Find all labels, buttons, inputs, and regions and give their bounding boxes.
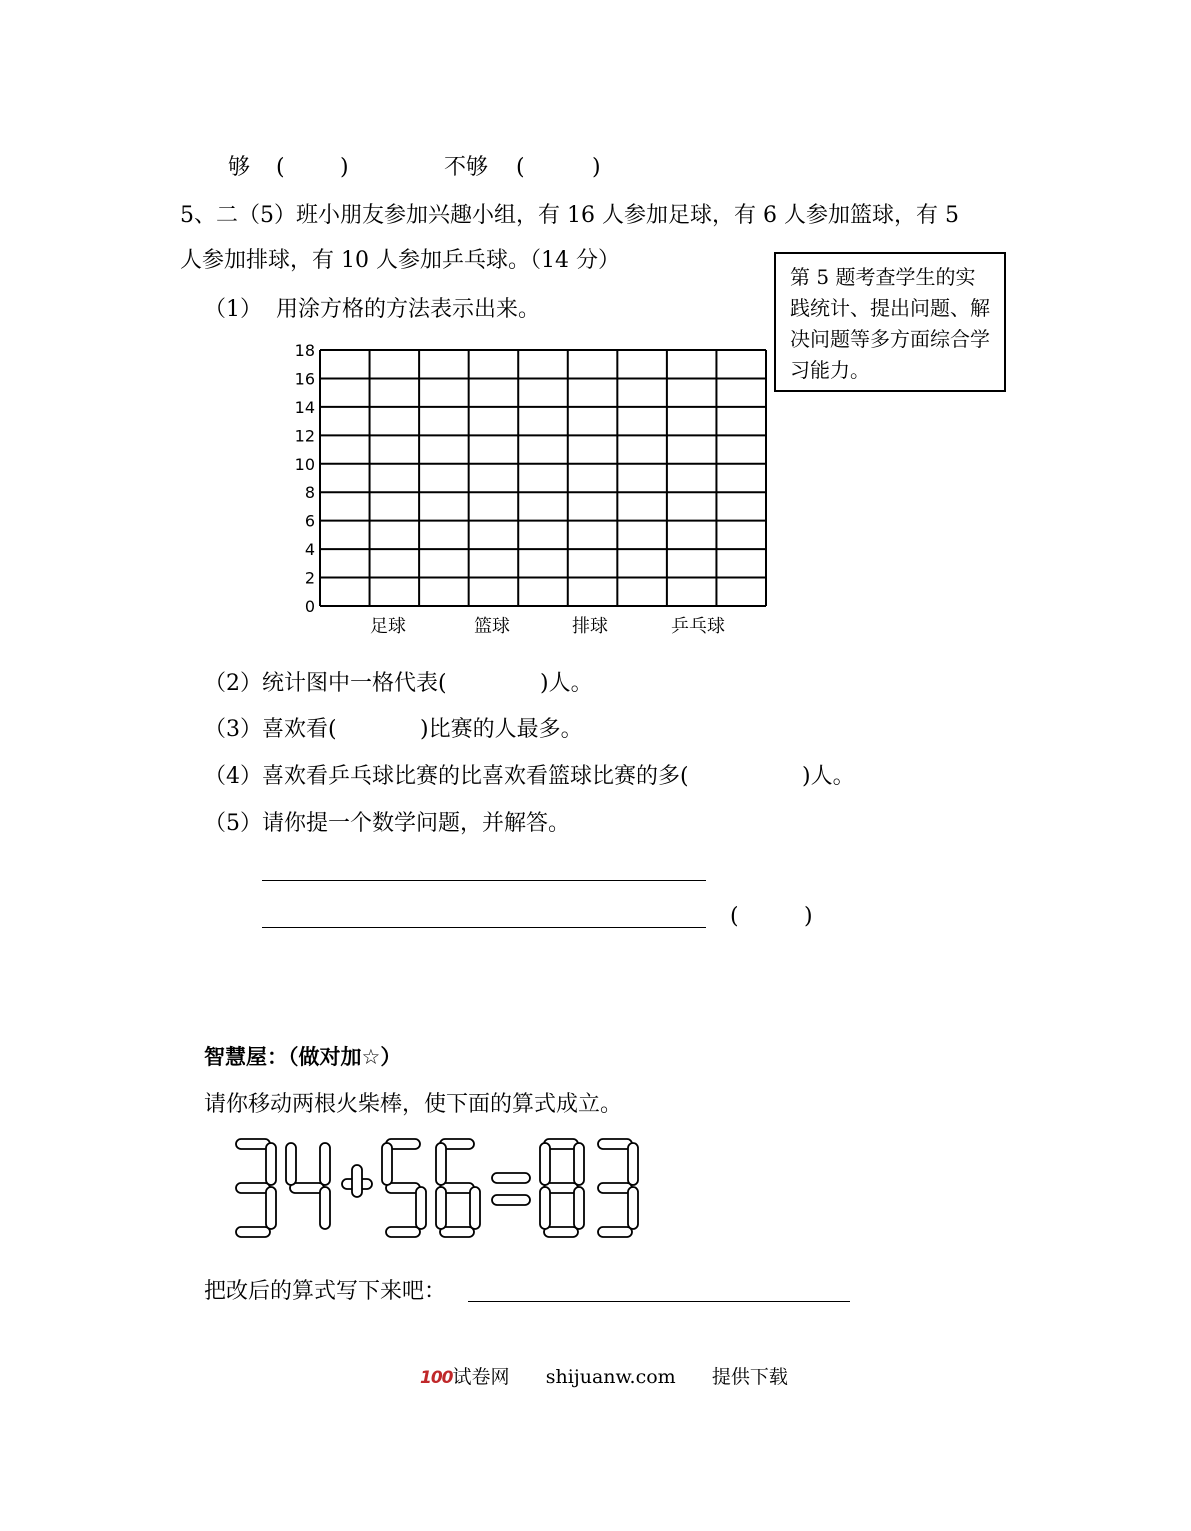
- footer-suffix: 提供下载: [711, 1366, 788, 1388]
- matchstick: [628, 1143, 638, 1185]
- matchstick: [286, 1143, 296, 1185]
- enough-paren-open: (: [276, 155, 285, 180]
- matchstick: [540, 1187, 550, 1229]
- grid-lines: [320, 350, 766, 606]
- matchstick: [628, 1187, 638, 1229]
- y-tick-label: 10: [294, 454, 315, 474]
- q5-stem-line2: 人参加排球，有 10 人参加乒乓球。（14 分）: [180, 248, 620, 273]
- y-tick-label: 6: [304, 511, 315, 531]
- y-tick-label: 12: [294, 426, 315, 446]
- matchstick: [492, 1195, 530, 1205]
- matchstick: [386, 1183, 420, 1193]
- matchstick: [598, 1139, 632, 1149]
- matchstick: [574, 1187, 584, 1229]
- site-domain: shijuanw.com: [545, 1366, 676, 1388]
- solution-answer-line[interactable]: [262, 927, 706, 928]
- matchstick: [320, 1143, 330, 1185]
- enough-label: 够: [228, 155, 251, 180]
- footer: [420, 1364, 788, 1391]
- matchstick: [598, 1183, 632, 1193]
- y-tick-label: 2: [304, 568, 315, 588]
- q5-sub1: （1） 用涂方格的方法表示出来。: [204, 297, 540, 322]
- rewrite-answer-line[interactable]: [468, 1301, 850, 1302]
- x-category-label: 排球: [572, 616, 608, 637]
- teacher-note-box: [774, 252, 1006, 392]
- y-tick-label: 4: [304, 540, 315, 560]
- q5-sub2-prefix: （2）统计图中一格代表(: [204, 671, 447, 696]
- matchstick: [440, 1227, 474, 1237]
- not-enough-label: 不够: [444, 155, 489, 180]
- teacher-note-text: 第 5 题考查学生的实践统计、提出问题、解决问题等多方面综合学习能力。: [790, 265, 990, 382]
- enough-paren-close: ): [340, 155, 349, 180]
- matchstick: [540, 1143, 550, 1185]
- bonus-title: 智慧屋：（做对加☆）: [204, 1045, 402, 1069]
- question-answer-line[interactable]: [262, 880, 706, 881]
- q5-sub4-suffix: )人。: [802, 764, 855, 789]
- q5-sub2-suffix: )人。: [540, 671, 593, 696]
- matchstick: [236, 1227, 270, 1237]
- q5-sub4-prefix: （4）喜欢看乒乓球比赛的比喜欢看篮球比赛的多(: [204, 764, 689, 789]
- matchstick: [416, 1187, 426, 1229]
- matchstick: [598, 1227, 632, 1237]
- matchstick: [236, 1139, 270, 1149]
- x-category-label: 足球: [370, 616, 406, 637]
- q5-sub3-suffix: )比赛的人最多。: [420, 717, 583, 742]
- matchstick: [544, 1227, 578, 1237]
- matchstick: [436, 1187, 446, 1229]
- matchstick: [290, 1183, 324, 1193]
- matchstick: [236, 1183, 270, 1193]
- matchstick: [382, 1143, 392, 1185]
- q5-sub3-prefix: （3）喜欢看(: [204, 717, 337, 742]
- rewrite-label: 把改后的算式写下来吧：: [204, 1279, 447, 1304]
- not-enough-paren-open: (: [516, 155, 525, 180]
- matchstick: [470, 1187, 480, 1229]
- bonus-instruction: 请你移动两根火柴棒，使下面的算式成立。: [204, 1092, 623, 1117]
- y-tick-label: 8: [304, 483, 315, 503]
- matchstick: [266, 1187, 276, 1229]
- matchstick-equation: [228, 1135, 668, 1245]
- not-enough-paren-close: ): [592, 155, 601, 180]
- x-category-label: 乒乓球: [671, 616, 725, 637]
- final-answer-paren-close: ): [804, 904, 813, 929]
- y-tick-label: 0: [304, 597, 315, 616]
- matchstick: [352, 1165, 362, 1197]
- statistics-grid-chart: [280, 330, 780, 650]
- y-tick-label: 18: [294, 341, 315, 360]
- q5-sub5: （5）请你提一个数学问题，并解答。: [204, 811, 570, 836]
- matchstick: [266, 1143, 276, 1185]
- y-axis-ticks: [295, 341, 315, 616]
- y-tick-label: 14: [294, 397, 315, 417]
- y-tick-label: 16: [294, 369, 315, 389]
- matchstick: [574, 1143, 584, 1185]
- site-name: 试卷网: [452, 1366, 510, 1388]
- x-category-label: 篮球: [474, 616, 510, 637]
- matchstick: [436, 1143, 446, 1185]
- site-logo: 100: [420, 1368, 453, 1388]
- matchstick: [320, 1187, 330, 1229]
- matchstick: [492, 1173, 530, 1183]
- final-answer-paren-open: (: [730, 904, 739, 929]
- q5-stem-line1: 5、二（5）班小朋友参加兴趣小组，有 16 人参加足球，有 6 人参加篮球，有 5: [180, 203, 959, 228]
- x-axis-categories: [370, 616, 725, 637]
- matchstick: [386, 1227, 420, 1237]
